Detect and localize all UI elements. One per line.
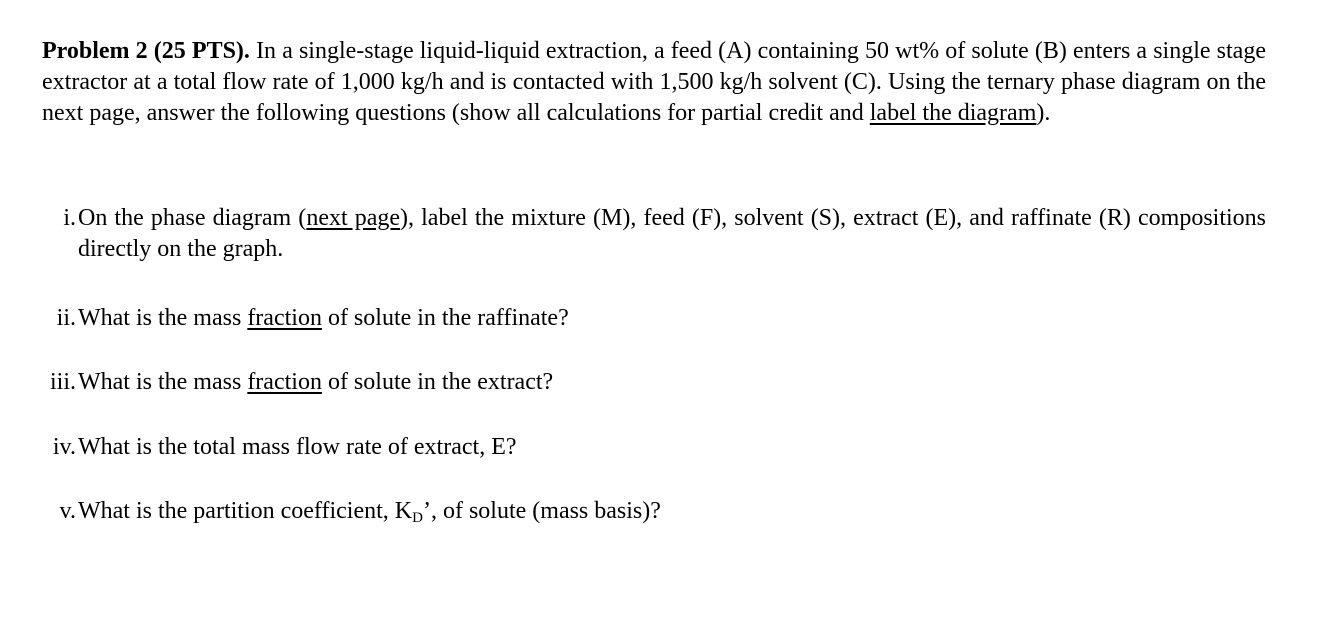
question-number: iv. [52, 434, 76, 460]
question-text-part: ), label the mixture (M), feed (F), solvent (S), extract (E), and raffinate (R) compositions directly on the graph. [78, 205, 1267, 262]
problem-intro-text: In a single-stage liquid-liquid extraction, a feed (A) containing 50 wt% of solute (B) enters a single stage extractor at a total flow rate of 1,000 kg/h and is contacted with 1,500 kg/h solvent (C). Using the ternary phase diagram on the next page, answer the following questions (show all calculations for partial credit and [42, 38, 1266, 126]
question-number: ii. [56, 305, 76, 331]
question-text [78, 303, 1266, 334]
question-text-part: of solute in the raffinate? [321, 305, 569, 331]
question-number: iii. [49, 369, 76, 395]
question-number: v. [59, 498, 76, 524]
question-text-part: What is the mass [78, 305, 248, 331]
question-text [78, 496, 1266, 527]
question-text-part: What is the partition coefficient, K [78, 498, 413, 524]
question-iv [0, 432, 1266, 463]
label-diagram-underlined: label the diagram [869, 100, 1037, 126]
question-i [0, 203, 1266, 265]
subscript-d: D [412, 510, 423, 526]
question-text-part: What is the mass [78, 369, 248, 395]
question-number: i. [63, 205, 76, 231]
question-ii [0, 303, 1266, 334]
question-text-part: ’, of solute (mass basis)? [422, 498, 661, 524]
fraction-underlined: fraction [247, 305, 322, 331]
problem-statement [42, 36, 1266, 129]
question-text [78, 367, 1266, 398]
question-text: What is the total mass flow rate of extract, E? [78, 434, 517, 460]
question-text-part: of solute in the extract? [321, 369, 554, 395]
question-v [0, 496, 1266, 527]
fraction-underlined: fraction [247, 369, 322, 395]
problem-heading: Problem 2 (25 PTS). [42, 38, 250, 64]
problem-intro-end: ). [1036, 100, 1051, 126]
question-iii [0, 367, 1266, 398]
question-text [78, 203, 1266, 265]
next-page-underlined: next page [306, 205, 401, 231]
question-text-part: On the phase diagram ( [78, 205, 307, 231]
